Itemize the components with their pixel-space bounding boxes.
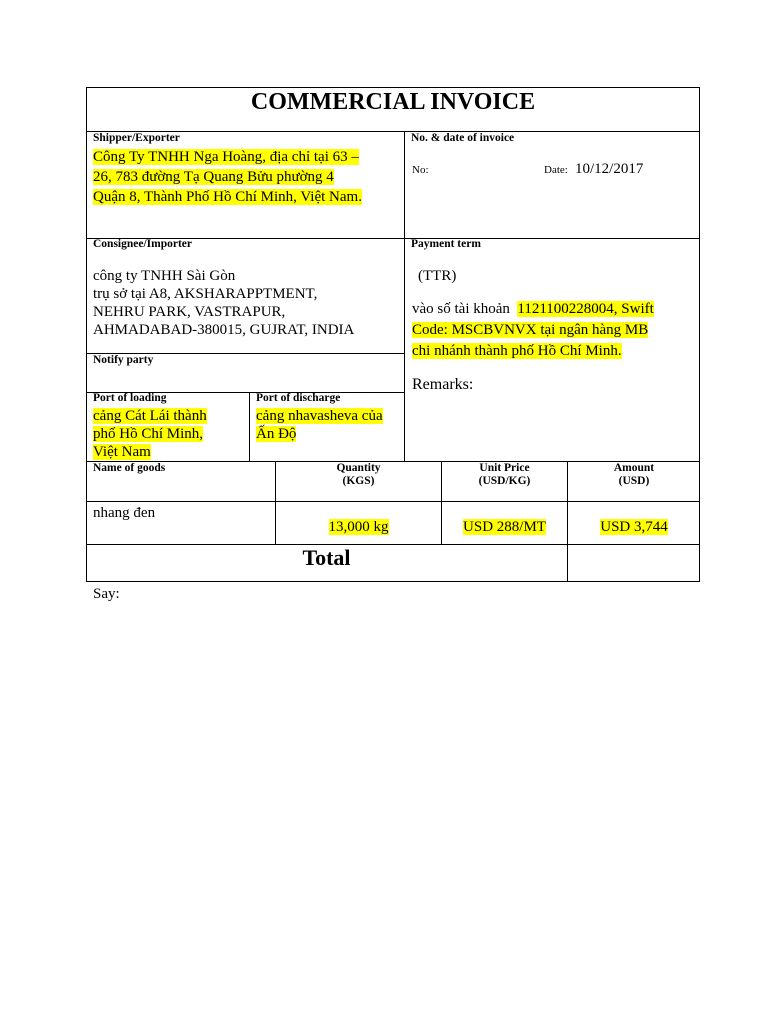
consignee-line: công ty TNHH Sài Gòn	[93, 268, 236, 284]
shipper-line: Công Ty TNHH Nga Hoàng, địa chỉ tại 63 –	[93, 149, 359, 165]
goods-unit-price-cell	[442, 518, 567, 536]
remarks-label: Remarks:	[412, 376, 474, 393]
goods-amount: USD 3,744	[600, 519, 668, 535]
loading-line: Việt Nam	[93, 444, 151, 460]
payment-label: Payment term	[411, 238, 481, 250]
shipper-address	[93, 148, 403, 206]
discharge-value	[256, 407, 404, 443]
goods-unit-price: USD 288/MT	[463, 519, 546, 535]
header-amount	[568, 462, 700, 488]
payment-swift: Code: MSCBVNVX tại ngân hàng MB	[412, 322, 649, 338]
notify-label: Notify party	[93, 354, 154, 366]
loading-value	[93, 407, 248, 461]
divider-vertical-main	[404, 131, 405, 461]
consignee-line: trụ sở tại A8, AKSHARAPPTMENT,	[93, 286, 318, 302]
payment-account-number: 1121100228004, Swift	[517, 301, 654, 317]
header-quantity	[276, 462, 441, 488]
discharge-label: Port of discharge	[256, 392, 341, 404]
loading-label: Port of loading	[93, 392, 167, 404]
goods-amount-cell	[568, 518, 700, 536]
goods-quantity-cell	[276, 518, 441, 536]
payment-account	[412, 300, 699, 360]
invoice-no-label: No:	[412, 164, 429, 176]
shipper-line: 26, 783 đường Tạ Quang Bửu phường 4	[93, 169, 334, 185]
invoice-date-value: 10/12/2017	[575, 161, 644, 177]
consignee-line: AHMADABAD-380015, GUJRAT, INDIA	[93, 322, 355, 338]
page-title: COMMERCIAL INVOICE	[250, 89, 536, 115]
invoice-date-label: Date:	[544, 164, 568, 176]
goods-name: nhang đen	[93, 505, 156, 521]
payment-account-prefix: vào số tài khoản	[412, 301, 510, 317]
shipper-line: Quận 8, Thành Phố Hồ Chí Minh, Việt Nam.	[93, 189, 362, 205]
loading-line: phố Hồ Chí Minh,	[93, 426, 204, 442]
consignee-address	[93, 267, 403, 339]
discharge-line: Ấn Độ	[256, 426, 297, 442]
consignee-line: NEHRU PARK, VASTRAPUR,	[93, 304, 286, 320]
header-name-of-goods: Name of goods	[93, 462, 166, 474]
invoice-label: No. & date of invoice	[411, 132, 515, 144]
loading-line: cảng Cát Lái thành	[93, 408, 207, 424]
total-label: Total	[302, 545, 351, 570]
goods-quantity: 13,000 kg	[328, 519, 389, 535]
consignee-label: Consignee/Importer	[93, 238, 193, 250]
payment-term: (TTR)	[418, 268, 457, 284]
header-unit-price-line1: Unit Price	[479, 462, 530, 474]
say-label: Say:	[93, 586, 120, 602]
divider-header	[86, 501, 700, 502]
divider-vertical-ports	[249, 392, 250, 461]
payment-bank: chi nhánh thành phố Hồ Chí Minh.	[412, 343, 622, 359]
header-amount-line2: (USD)	[618, 475, 650, 487]
header-unit-price-line2: (USD/KG)	[478, 475, 531, 487]
header-amount-line1: Amount	[613, 462, 655, 474]
discharge-line: cảng nhavasheva của	[256, 408, 383, 424]
shipper-label: Shipper/Exporter	[93, 132, 180, 144]
header-quantity-line2: (KGS)	[342, 475, 375, 487]
header-unit-price	[442, 462, 567, 488]
header-quantity-line1: Quantity	[336, 462, 381, 474]
